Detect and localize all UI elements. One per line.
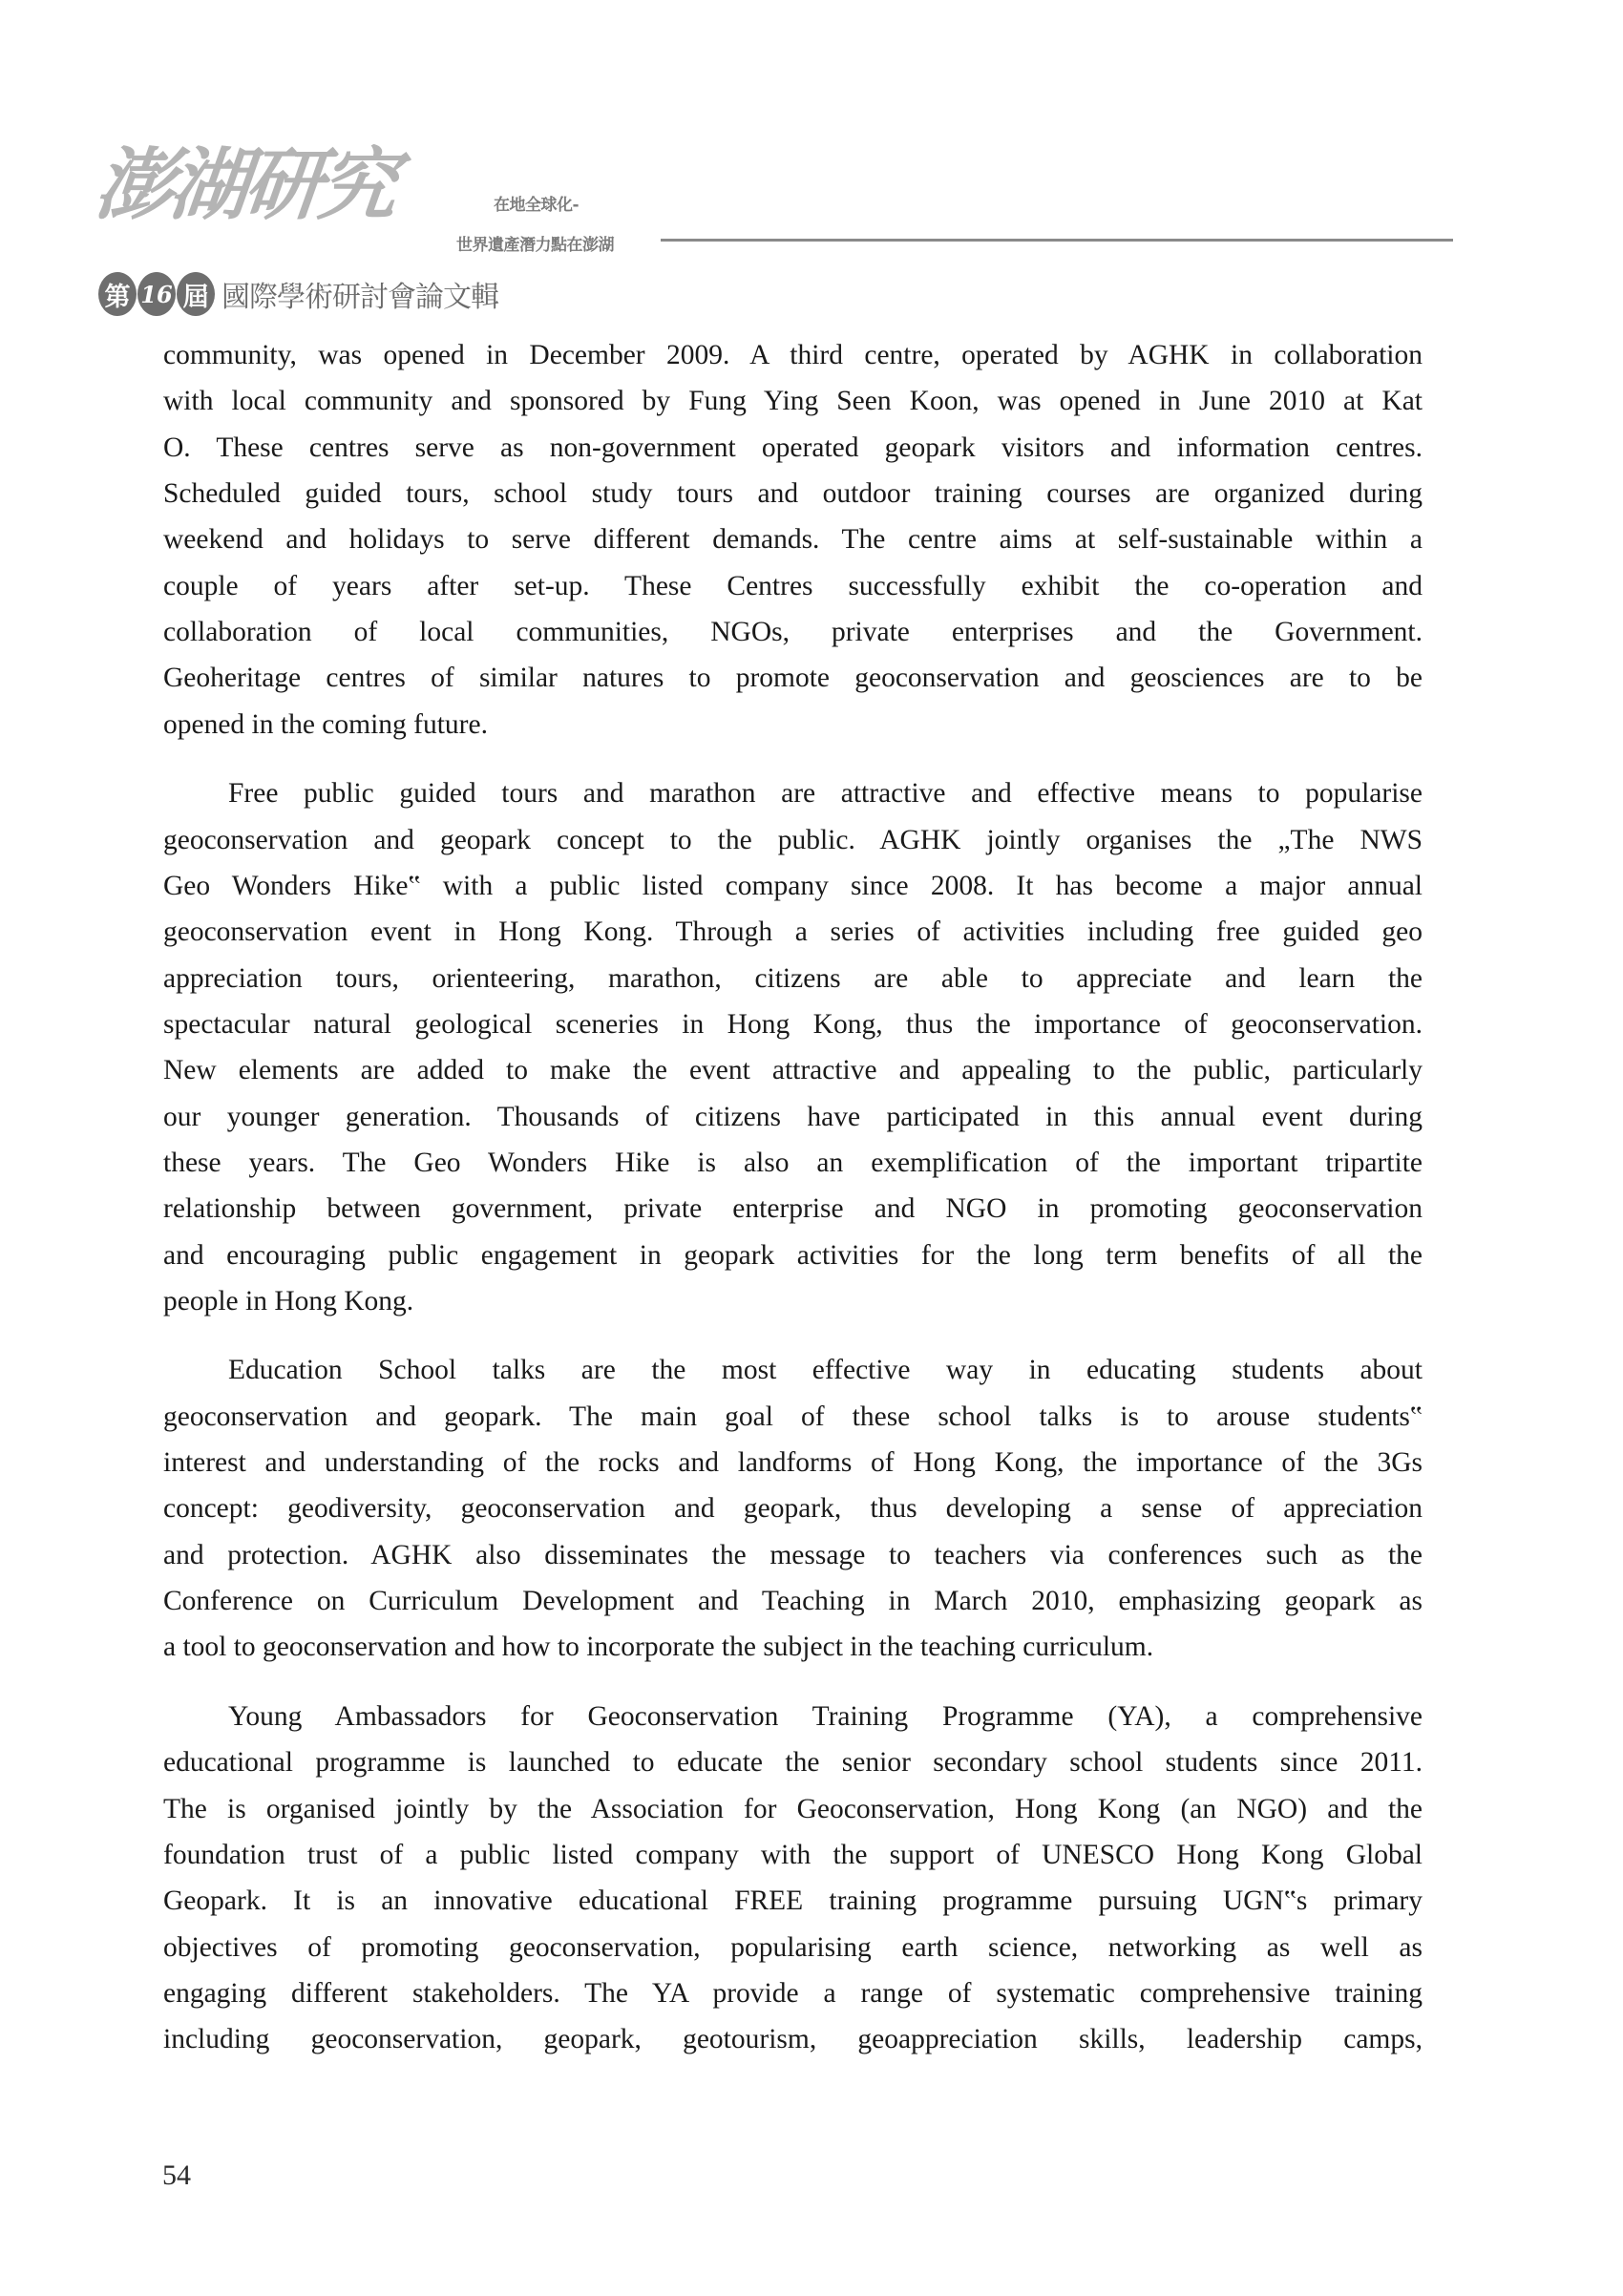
- text-line: Scheduled guided tours, school study tours and outdoor training courses are organized during: [163, 478, 1423, 510]
- text-line: our younger generation. Thousands of citizens have participated in this annual event during: [163, 1101, 1423, 1132]
- text-line: with local community and sponsored by Fung Ying Seen Koon, was opened in June 2010 at Kat: [163, 386, 1423, 417]
- text-line: Conference on Curriculum Development and Teaching in March 2010, emphasizing geopark as: [163, 1586, 1423, 1617]
- text-line: couple of years after set-up. These Centres successfully exhibit the co-operation and: [163, 570, 1423, 601]
- journal-title-logo: 澎湖研究: [91, 139, 399, 231]
- text-line: concept: geodiversity, geoconservation and geopark, thus developing a sense of appreciation: [163, 1493, 1423, 1525]
- text-line: New elements are added to make the event attractive and appealing to the public, particularly: [163, 1055, 1423, 1086]
- text-line: educational programme is launched to educate the senior secondary school students since 2011.: [163, 1747, 1423, 1779]
- text-line: engaging different stakeholders. The YA provide a range of systematic comprehensive training: [163, 1977, 1423, 2009]
- text-line: relationship between government, private enterprise and NGO in promoting geoconservation: [163, 1193, 1423, 1225]
- text-line: objectives of promoting geoconservation, popularising earth science, networking as well as: [163, 1931, 1423, 1963]
- text-line: including geoconservation, geopark, geotourism, geoappreciation skills, leadership camps,: [163, 2024, 1423, 2055]
- text-line: interest and understanding of the rocks and landforms of Hong Kong, the importance of the 3Gs: [163, 1447, 1423, 1479]
- header-tagline-line2: 世界遺產潛力點在澎湖: [456, 236, 614, 255]
- text-line: collaboration of local communities, NGOs, private enterprises and the Government.: [163, 617, 1423, 648]
- text-line: people in Hong Kong.: [163, 1286, 414, 1317]
- text-line: The is organised jointly by the Association for Geoconservation, Hong Kong (an NGO) and the: [163, 1793, 1423, 1824]
- text-line: Education School talks are the most effective way in educating students about: [228, 1355, 1423, 1386]
- text-line: community, was opened in December 2009. A third centre, operated by AGHK in collaboration: [163, 340, 1423, 370]
- text-line: Geoheritage centres of similar natures to promote geoconservation and geosciences are to be: [163, 663, 1423, 694]
- text-line: geoconservation and geopark. The main goal of these school talks is to arouse students‟: [163, 1401, 1423, 1432]
- text-line: and encouraging public engagement in geopark activities for the long term benefits of all the: [163, 1239, 1423, 1271]
- text-line: geoconservation event in Hong Kong. Through a series of activities including free guided geo: [163, 916, 1423, 948]
- text-line: Young Ambassadors for Geoconservation Training Programme (YA), a comprehensive: [228, 1700, 1423, 1732]
- subtitle-badge-number: 16: [137, 272, 176, 316]
- text-line: these years. The Geo Wonders Hike is also an exemplification of the important tripartite: [163, 1147, 1423, 1178]
- page-number: 54: [162, 2159, 191, 2191]
- text-line: Free public guided tours and marathon are attractive and effective means to popularise: [228, 778, 1423, 810]
- subtitle-badge-prefix: 第: [98, 272, 137, 316]
- text-line: and protection. AGHK also disseminates the message to teachers via conferences such as the: [163, 1539, 1423, 1570]
- subtitle-text: 國際學術研討會論文輯: [221, 281, 498, 314]
- text-line: a tool to geoconservation and how to incorporate the subject in the teaching curriculum.: [163, 1632, 1154, 1663]
- header-tagline-line1: 在地全球化-: [494, 196, 580, 215]
- subtitle-badge-suffix: 屆: [177, 272, 215, 316]
- header-divider: [661, 239, 1453, 242]
- text-line: Geo Wonders Hike‟ with a public listed company since 2008. It has become a major annual: [163, 870, 1423, 901]
- text-line: foundation trust of a public listed company with the support of UNESCO Hong Kong Global: [163, 1839, 1423, 1870]
- text-line: opened in the coming future.: [163, 708, 488, 740]
- conference-subtitle: [98, 269, 498, 319]
- text-line: weekend and holidays to serve different demands. The centre aims at self-sustainable within a: [163, 524, 1423, 556]
- text-line: spectacular natural geological sceneries in Hong Kong, thus the importance of geoconservation.: [163, 1008, 1423, 1040]
- text-line: Geopark. It is an innovative educational FREE training programme pursuing UGN‟s primary: [163, 1885, 1423, 1917]
- text-line: geoconservation and geopark concept to the public. AGHK jointly organises the „The NWS: [163, 824, 1423, 855]
- text-line: O. These centres serve as non-government operated geopark visitors and information centres.: [163, 432, 1423, 463]
- text-line: appreciation tours, orienteering, marathon, citizens are able to appreciate and learn the: [163, 962, 1423, 994]
